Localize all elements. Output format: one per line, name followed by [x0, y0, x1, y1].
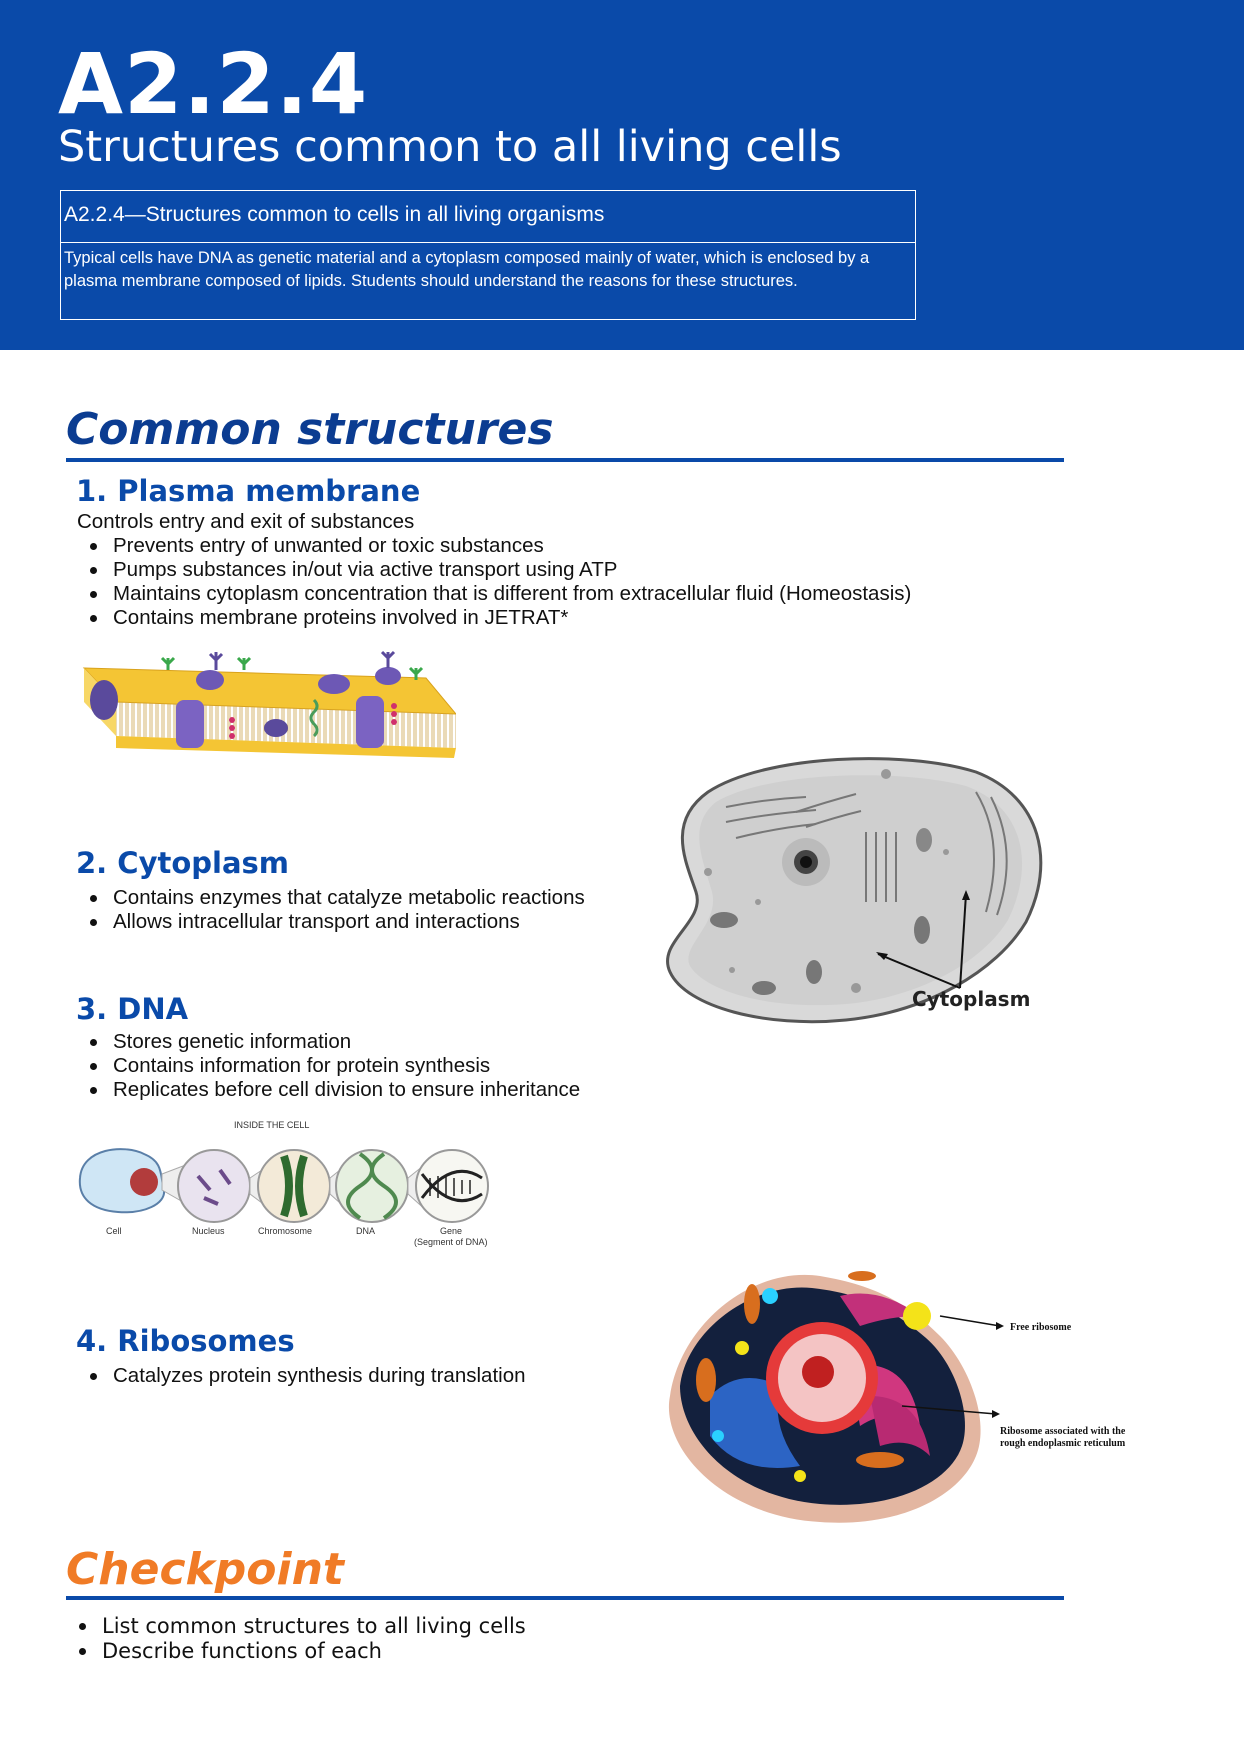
label-gene-sub: (Segment of DNA) — [414, 1237, 488, 1247]
dna-title: 3. DNA — [76, 992, 189, 1026]
common-structures-heading: Common structures — [66, 404, 554, 455]
standard-text: Typical cells have DNA as genetic material and a cytoplasm composed mainly of water, which is enclosed by a plasma membrane composed of lipids. Students should understand the reasons for these structures. — [64, 249, 870, 290]
list-item: Maintains cytoplasm concentration that is different from extracellular fluid (Homeostasis) — [77, 582, 977, 606]
label-gene: Gene — [440, 1226, 463, 1236]
cytoplasm-list — [77, 886, 637, 934]
rer-ribosome-label-2: rough endoplasmic reticulum — [1000, 1438, 1126, 1449]
list-item: Allows intracellular transport and interactions — [77, 910, 637, 934]
plasma-membrane-title: 1. Plasma membrane — [76, 474, 421, 508]
figure-title: INSIDE THE CELL — [234, 1120, 310, 1130]
plasma-membrane-list — [77, 534, 977, 630]
label-chromosome: Chromosome — [258, 1226, 313, 1236]
free-ribosome-label: Free ribosome — [1010, 1322, 1072, 1333]
ribosomes-title: 4. Ribosomes — [76, 1324, 295, 1358]
cytoplasm-cell-figure — [646, 752, 1050, 1032]
section-rule — [66, 458, 1064, 462]
list-item: Describe functions of each — [66, 1639, 766, 1664]
list-item: Replicates before cell division to ensure inheritance — [77, 1078, 657, 1102]
label-dna: DNA — [356, 1226, 376, 1236]
cytoplasm-label: Cytoplasm — [912, 987, 1031, 1011]
label-cell: Cell — [106, 1226, 122, 1236]
list-item: Contains membrane proteins involved in JETRAT* — [77, 606, 977, 630]
checkpoint-heading: Checkpoint — [66, 1544, 344, 1595]
inside-the-cell-figure — [74, 1118, 494, 1248]
ribosomes-list — [77, 1364, 637, 1388]
standard-box — [60, 190, 916, 320]
plasma-membrane-intro: Controls entry and exit of substances — [77, 510, 415, 533]
page-subtitle: Structures common to all living cells — [58, 122, 842, 172]
standard-title: A2.2.4—Structures common to cells in all living organisms — [61, 191, 915, 243]
standard-code: A2.2.4 — [58, 35, 369, 133]
checkpoint-rule — [66, 1596, 1064, 1600]
list-item: Stores genetic information — [77, 1030, 657, 1054]
list-item: Contains enzymes that catalyze metabolic reactions — [77, 886, 637, 910]
list-item: Contains information for protein synthesis — [77, 1054, 657, 1078]
rer-ribosome-label-1: Ribosome associated with the — [1000, 1426, 1126, 1437]
list-item: List common structures to all living cells — [66, 1614, 766, 1639]
ribosome-cell-figure — [640, 1246, 1156, 1530]
cytoplasm-title: 2. Cytoplasm — [76, 846, 290, 880]
list-item: Catalyzes protein synthesis during translation — [77, 1364, 637, 1388]
checkpoint-list — [66, 1614, 766, 1664]
label-nucleus: Nucleus — [192, 1226, 225, 1236]
dna-list — [77, 1030, 657, 1102]
header-banner — [0, 0, 1244, 350]
list-item: Prevents entry of unwanted or toxic substances — [77, 534, 977, 558]
list-item: Pumps substances in/out via active transport using ATP — [77, 558, 977, 582]
plasma-membrane-figure — [76, 640, 456, 760]
